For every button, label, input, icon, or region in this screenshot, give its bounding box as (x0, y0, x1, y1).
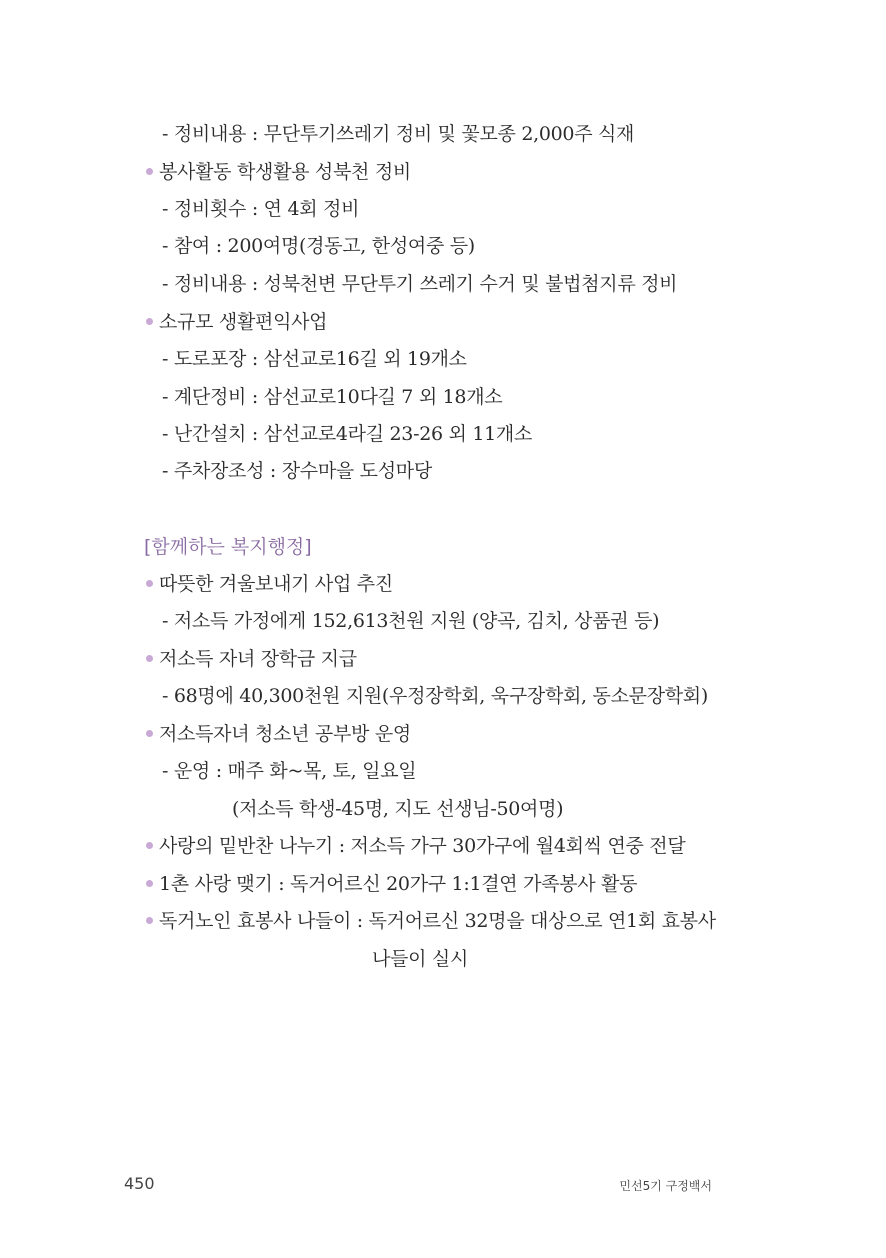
text-line: 나들이 실시 (372, 948, 469, 970)
book-title: 민선5기 구정백서 (619, 1179, 712, 1193)
text-line: - 저소득 가정에게 152,613천원 지원 (양곡, 김치, 상품권 등) (162, 610, 660, 632)
text-line: - 주차장조성 : 장수마을 도성마당 (162, 460, 432, 482)
text-line: - 난간설치 : 삼선교로4라길 23-26 외 11개소 (162, 423, 533, 445)
bullet-item: 따뜻한 겨울보내기 사업 추진 (146, 571, 393, 597)
text-line: - 참여 : 200여명(경동고, 한성여중 등) (162, 235, 475, 257)
text-line: - 운영 : 매주 화~목, 토, 일요일 (162, 760, 417, 782)
text-line: - 도로포장 : 삼선교로16길 외 19개소 (162, 348, 467, 370)
text-line: - 68명에 40,300천원 지원(우정장학회, 욱구장학회, 동소문장학회) (162, 685, 708, 707)
text-line: - 정비내용 : 무단투기쓰레기 정비 및 꽃모종 2,000주 식재 (162, 123, 635, 145)
text-line: - 계단정비 : 삼선교로10다길 7 외 18개소 (162, 386, 503, 408)
bullet-item: 저소득자녀 청소년 공부방 운영 (146, 721, 411, 747)
section-heading: [함께하는 복지행정] (144, 536, 312, 558)
bullet-item: 저소득 자녀 장학금 지급 (146, 646, 357, 672)
page-number: 450 (124, 1174, 155, 1193)
bullet-item: 소규모 생활편익사업 (146, 309, 327, 335)
text-line: - 정비횟수 : 연 4회 정비 (162, 198, 360, 220)
text-line: - 정비내용 : 성북천변 무단투기 쓰레기 수거 및 불법첨지류 정비 (162, 273, 678, 295)
bullet-item: 사랑의 밑반찬 나누기 : 저소득 가구 30가구에 월4회씩 연중 전달 (146, 833, 685, 859)
bullet-item: 1촌 사랑 맺기 : 독거어르신 20가구 1:1결연 가족봉사 활동 (146, 871, 637, 897)
text-line: (저소득 학생-45명, 지도 선생님-50여명) (232, 798, 564, 820)
bullet-item: 독거노인 효봉사 나들이 : 독거어르신 32명을 대상으로 연1회 효봉사 (146, 908, 716, 934)
bullet-item: 봉사활동 학생활용 성북천 정비 (146, 159, 411, 185)
